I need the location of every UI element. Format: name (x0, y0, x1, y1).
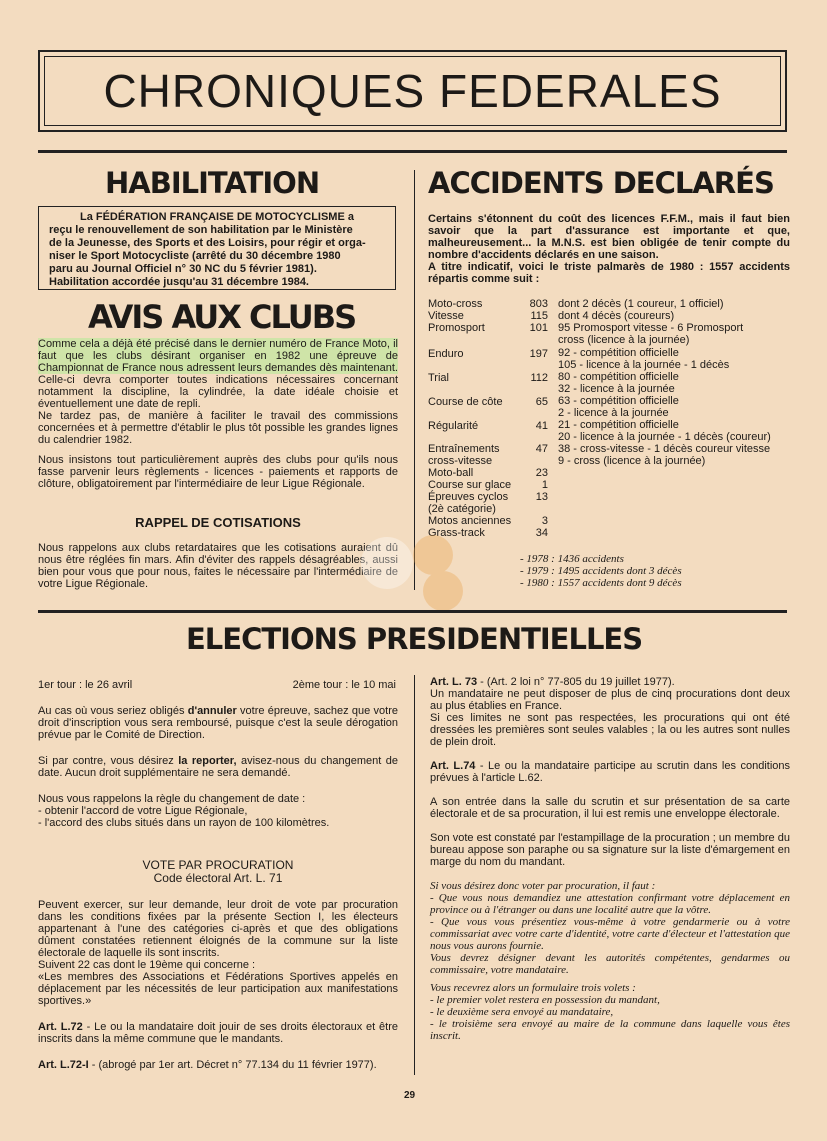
accident-detail (558, 515, 793, 527)
avis-highlighted-text: Comme cela a déjà été précisé dans le dernier numéro de France Moto, il faut que les clubs désirant organiser en 1982 une épreuve de Championnat de France nous adressent leurs demandes dès maintenant. (38, 338, 398, 374)
table-row (428, 310, 793, 322)
accident-detail (558, 443, 793, 455)
table-row (428, 419, 793, 443)
table-row (428, 347, 793, 371)
elections-left-column (38, 679, 398, 1071)
table-row (428, 443, 793, 455)
rappel-title: RAPPEL DE COTISATIONS (135, 515, 301, 530)
accident-detail-line: dont 2 décès (1 coureur, 1 officiel) (558, 298, 724, 310)
instructions-heading: Si vous désirez donc voter par procuration, il faut : (430, 880, 656, 892)
table-row (428, 322, 793, 346)
accident-count: 101 (529, 322, 548, 334)
accident-count: 3 (541, 515, 548, 527)
accidents-table (428, 298, 793, 539)
accident-discipline: Vitesse (428, 310, 464, 322)
history-line: - 1978 : 1436 accidents (520, 553, 624, 565)
article-l73-para-1: Un mandataire ne peut disposer de plus de cinq procurations dont deux au plus établies en France. (430, 688, 790, 712)
article-l73-label: Art. L. 73 (430, 676, 478, 688)
accidents-title: ACCIDENTS DECLARÉS (428, 166, 774, 200)
accident-discipline: Course sur glace (428, 479, 512, 491)
accident-discipline: (2è catégorie) (428, 503, 496, 515)
accident-count: 803 (529, 298, 548, 310)
avis-text (38, 338, 398, 490)
elections-paragraph-4b: Suivent 22 cas dont le 19ème qui concerne : (38, 959, 256, 971)
accidents-intro-2: A titre indicatif, voici le triste palmarès de 1980 : 1557 accidents répartis comme suit : (428, 261, 790, 285)
accident-count: 112 (530, 372, 548, 384)
accident-detail (558, 395, 793, 419)
instructions-form: Vous recevrez alors un formulaire trois volets : (430, 982, 636, 994)
accident-discipline: Épreuves cyclos (428, 491, 509, 503)
avis-paragraph-2: Ne tardez pas, de manière à faciliter le travail des commissions concernées et à permettre d'établir le plus tôt possible les grandes lignes du calendrier 1982. (38, 410, 398, 446)
habilitation-line: reçu le renouvellement de son habilitation par le Ministère (49, 224, 353, 236)
article-l72 (38, 1021, 398, 1045)
article-l74 (430, 760, 790, 784)
accident-count: 34 (535, 527, 548, 539)
table-row (428, 515, 793, 527)
accident-count: 47 (535, 443, 548, 455)
accident-discipline: Régularité (428, 420, 479, 432)
accident-detail (558, 322, 793, 346)
accident-discipline: Enduro (428, 348, 464, 360)
habilitation-title: HABILITATION (105, 166, 320, 200)
accident-detail (558, 298, 793, 310)
accident-detail (558, 479, 793, 491)
elections-paragraph-5: A son entrée dans la salle du scrutin et sur présentation de sa carte électorale et de sa procuration, il lui est remis une enveloppe électorale. (430, 796, 790, 820)
habilitation-line: Habilitation accordée jusqu'au 31 décembre 1984. (49, 276, 309, 288)
article-l72i-label: Art. L.72-I (38, 1059, 89, 1071)
p1-part-a: Au cas où vous seriez obligés (38, 705, 188, 717)
accident-count (522, 455, 548, 467)
elections-title: ELECTIONS PRESIDENTIELLES (186, 622, 643, 656)
accident-detail-line: 21 - compétition officielle (558, 419, 679, 431)
accident-detail-line: 20 - licence à la journée - 1 décès (coureur) (558, 431, 771, 443)
elections-column-divider (414, 675, 415, 1075)
elections-paragraph-3: Nous vous rappelons la règle du changement de date : (38, 793, 306, 805)
tour-1: 1er tour : le 26 avril (38, 679, 133, 691)
accident-count: 41 (535, 420, 548, 432)
accident-count: 23 (535, 467, 548, 479)
accident-detail (558, 455, 793, 467)
article-l73-text: - (Art. 2 loi n° 77-805 du 19 juillet 1977). (477, 676, 675, 688)
accident-discipline: Moto-ball (428, 467, 474, 479)
accident-detail (558, 527, 793, 539)
history-line: - 1979 : 1495 accidents dont 3 décès (520, 565, 682, 577)
instructions-mandataire: Vous devrez désigner devant les autorités compétentes, gendarmes ou commissaire, votre mandataire. (430, 952, 790, 976)
elections-paragraph-4: Peuvent exercer, sur leur demande, leur droit de vote par procuration dans les conditions fixées par la présente Section I, les électeurs appartenant à l'une des catégories ci-après et que des obligations dûment constatées retiennent éloignés de la commune sur la liste électorale de laquelle ils sont inscrits. (38, 899, 398, 959)
accident-detail-line: 80 - compétition officielle (558, 371, 679, 383)
accident-detail-line: 2 - licence à la journée (558, 407, 669, 419)
habilitation-line: paru au Journal Officiel n° 30 NC du 5 février 1981). (49, 263, 317, 275)
accidents-intro-1: Certains s'étonnent du coût des licences F.F.M., mais il faut bien savoir que la part d'assurance est importante et que, malheureusement... la M.N.S. est bien obligée de tenir compte du nombre d'accidents déclarés en une saison. (428, 213, 790, 261)
page-number: 29 (404, 1090, 416, 1101)
elections-right-column (430, 676, 790, 1042)
p2-part-a: Si par contre, vous désirez (38, 755, 179, 767)
table-row (428, 527, 793, 539)
accident-detail (558, 491, 793, 503)
accident-detail-line: 95 Promosport vitesse - 6 Promosport (558, 322, 744, 334)
accident-detail-line: dont 4 décès (coureurs) (558, 310, 675, 322)
avis-paragraph-1 (38, 338, 398, 410)
avis-title: AVIS AUX CLUBS (88, 298, 356, 336)
accident-discipline: Course de côte (428, 396, 503, 408)
accident-discipline: Entraînements (428, 443, 500, 455)
history-line: - 1980 : 1557 accidents dont 9 décès (520, 577, 682, 589)
accident-discipline: cross-vitesse (428, 455, 493, 467)
tour-2: 2ème tour : le 10 mai (292, 679, 396, 691)
accident-detail-line: cross (licence à la journée) (558, 334, 690, 346)
masthead-inner-frame (44, 56, 781, 126)
article-l72-label: Art. L.72 (38, 1021, 83, 1033)
accident-detail (558, 503, 793, 515)
accident-count: 115 (530, 310, 548, 322)
table-row (428, 491, 793, 503)
accident-discipline: Promosport (428, 322, 485, 334)
accident-discipline: Motos anciennes (428, 515, 512, 527)
accidents-history (520, 553, 682, 589)
habilitation-line: niser le Sport Motocycliste (arrêté du 30 décembre 1980 (49, 250, 341, 262)
accident-count: 197 (529, 348, 548, 360)
instructions-form-3: - le troisième sera envoyé au maire de la commune dans laquelle vous êtes inscrit. (430, 1018, 790, 1042)
avis-paragraph-1-rest: Celle-ci devra comporter toutes indications nécessaires concernant notamment la discipline, la cylindrée, la date idéale choisie et éventuellement une date de repli. (38, 374, 398, 410)
elections-rule-1: - obtenir l'accord de votre Ligue Régionale, (38, 805, 248, 817)
habilitation-line: La FÉDÉRATION FRANÇAISE DE MOTOCYCLISME a (79, 211, 354, 223)
table-row (428, 455, 793, 467)
vote-title: VOTE PAR PROCURATION (142, 858, 294, 872)
instructions-form-1: - le premier volet restera en possession du mandant, (430, 994, 660, 1006)
top-rule (38, 150, 787, 153)
accident-discipline: Moto-cross (428, 298, 483, 310)
accident-detail (558, 419, 793, 443)
table-row (428, 395, 793, 419)
article-l73 (430, 676, 790, 688)
accident-detail-line: 38 - cross-vitesse - 1 décès coureur vitesse (558, 443, 771, 455)
article-l74-label: Art. L.74 (430, 760, 476, 772)
accident-detail-line: 105 - licence à la journée - 1 décès (558, 359, 730, 371)
p1-emphasis: d'annuler (187, 705, 237, 717)
accident-count: 13 (535, 491, 548, 503)
vote-subtitle: Code électoral Art. L. 71 (153, 871, 283, 885)
masthead-frame (38, 50, 787, 132)
accident-detail (558, 371, 793, 395)
masthead-title: CHRONIQUES FEDERALES (103, 65, 722, 117)
elections-paragraph-1 (38, 705, 398, 741)
accident-detail-line: 92 - compétition officielle (558, 347, 679, 359)
tour-dates (38, 679, 398, 691)
accident-detail-line: 32 - licence à la journée (558, 383, 675, 395)
middle-rule (38, 610, 787, 613)
accident-discipline: Trial (428, 372, 449, 384)
article-l74-text: - Le ou la mandataire participe au scrutin dans les conditions prévues à l'article L.62. (430, 760, 790, 784)
elections-paragraph-6: Son vote est constaté par l'estampillage de la procuration ; un membre du bureau appose son paraphe ou sa signature sur la liste d'émargement en marge du nom du mandant. (430, 832, 790, 868)
elections-paragraph-2 (38, 755, 398, 779)
habilitation-line: de la Jeunesse, des Sports et des Loisirs, pour régir et orga- (49, 237, 366, 249)
table-row (428, 503, 793, 515)
habilitation-box (38, 206, 396, 290)
table-row (428, 479, 793, 491)
rappel-text: Nous rappelons aux clubs retardataires que les cotisations auraient dû nous être réglées fin mars. Afin d'éviter des rappels désagréables, aussi bien pour vous que pour nous, faites le nécessaire par l'intermédiaire de votre Ligue Régionale. (38, 542, 398, 590)
instructions-item-2: - Que vous vous présentiez vous-même à votre gendarmerie ou à votre commissariat avec votre carte d'identité, votre carte d'électeur et l'attestation que nous vous aurons fournie. (430, 916, 790, 952)
instructions-form-2: - le deuxième sera envoyé au mandataire, (430, 1006, 614, 1018)
p2-part-c: avisez-nous du changement de date. Aucun droit supplémentaire ne sera demandé. (38, 755, 398, 779)
table-row (428, 371, 793, 395)
article-l72-text: - Le ou la mandataire doit jouir de ses droits électoraux et être inscrits dans la même commune que le mandants. (38, 1021, 398, 1045)
article-l73-para-2: Si ces limites ne sont pas respectées, les procurations qui ont été dressées les premières sont seules valables ; la ou les autres sont nulles de plein droit. (430, 712, 790, 748)
accident-detail (558, 347, 793, 371)
p2-emphasis: la reporter, (178, 755, 237, 767)
accident-detail (558, 310, 793, 322)
elections-rule-2: - l'accord des clubs situés dans un rayon de 100 kilomètres. (38, 817, 330, 829)
avis-paragraph-3: Nous insistons tout particulièrement auprès des clubs pour qu'ils nous fasse parvenir leurs règlements - licences - paiements et rapports de clôture, obligatoirement par l'intermédiaire de leur Ligue Régionale. (38, 454, 398, 490)
accident-discipline: Grass-track (428, 527, 485, 539)
table-row (428, 467, 793, 479)
instructions-item-1: - Que vous nous demandiez une attestation confirmant votre déplacement en province ou à l'étranger ou dans une localité autre que la vôtre. (430, 892, 790, 916)
p1-part-c: votre épreuve, sachez que votre droit d'inscription vous sera remboursé, puisque c'est la seule dérogation prévue par le Comité de Direction. (38, 705, 398, 741)
accident-count: 1 (541, 479, 548, 491)
accidents-intro (428, 213, 790, 285)
accident-count: 65 (535, 396, 548, 408)
article-l72i-text: - (abrogé par 1er art. Décret n° 77.134 du 11 février 1977). (88, 1059, 377, 1071)
procuration-instructions (430, 880, 790, 1042)
article-l72i (38, 1059, 398, 1071)
accident-count (522, 503, 548, 515)
accident-detail-line: 63 - compétition officielle (558, 395, 679, 407)
watermark-logo (355, 525, 475, 615)
accident-detail (558, 467, 793, 479)
accident-detail-line: 9 - cross (licence à la journée) (558, 455, 706, 467)
elections-paragraph-4c: «Les membres des Associations et Fédérations Sportives appelés en déplacement par les nécessités de leur participation aux manifestations sportives.» (38, 971, 398, 1007)
table-row (428, 298, 793, 310)
